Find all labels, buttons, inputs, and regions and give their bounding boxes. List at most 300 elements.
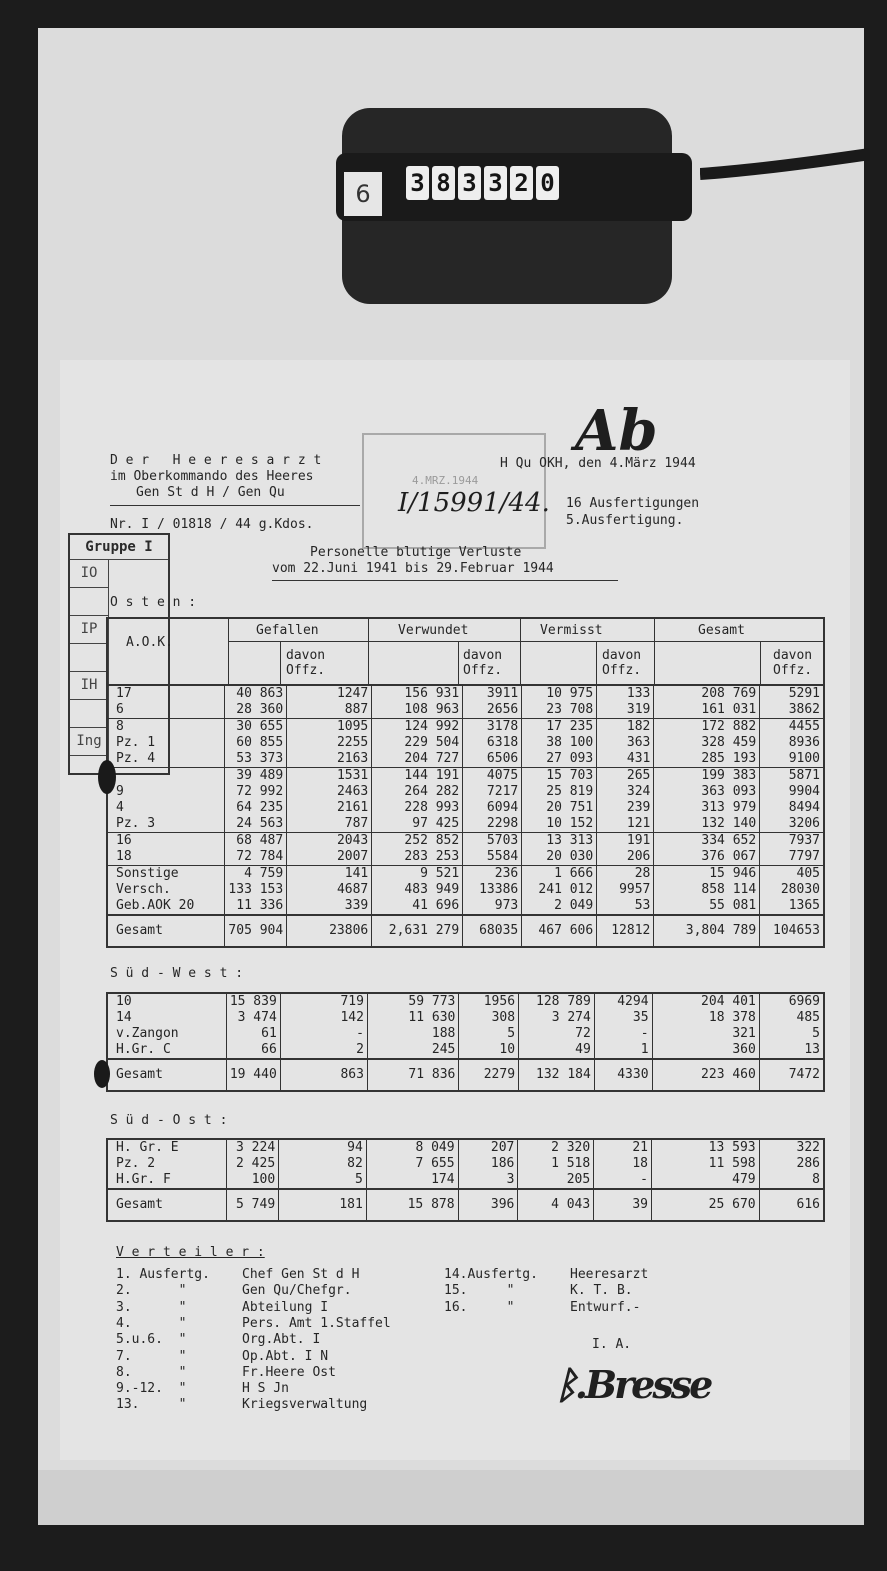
counter-digit: 3 (458, 166, 481, 200)
table-row (107, 833, 824, 850)
row-label: 14 (116, 1010, 132, 1025)
row-label: 4 (116, 800, 124, 815)
cell-value: 1095 (287, 719, 372, 736)
cell-value: 121 (597, 816, 654, 833)
cell-value: 5 (759, 1026, 824, 1042)
total-row (107, 1189, 824, 1221)
cell-value: 28030 (760, 882, 824, 898)
cell-value: 787 (287, 816, 372, 833)
distribution-number: 3. " (116, 1299, 187, 1315)
gruppe-row (70, 587, 108, 616)
total-value: 467 606 (522, 915, 597, 947)
document-title: Personelle blutige Verluste (310, 545, 522, 560)
cell-value: 3 274 (519, 1010, 595, 1026)
total-value: 25 670 (651, 1189, 759, 1221)
cell-value: 2007 (287, 849, 372, 866)
col-verwundet: Verwundet (398, 623, 469, 638)
distribution-recipient: Fr.Heere Ost (242, 1364, 336, 1380)
cell-value: 20 751 (522, 800, 597, 816)
cell-value: 363 093 (654, 784, 760, 800)
cell-value: 15 946 (654, 866, 760, 883)
cell-value: 339 (287, 898, 372, 915)
table-row (107, 1010, 824, 1026)
distribution-number: 2. " (116, 1283, 187, 1299)
cell-value: 64 235 (225, 800, 287, 816)
cell-value: 9100 (760, 751, 824, 768)
cell-value: 1956 (459, 993, 519, 1010)
cell-value: 2 049 (522, 898, 597, 915)
cell-value: 2255 (287, 735, 372, 751)
cell-value: 5 (459, 1026, 519, 1042)
cell-value: 6969 (759, 993, 824, 1010)
cell-value: 252 852 (372, 833, 463, 850)
document-subtitle: vom 22.Juni 1941 bis 29.Februar 1944 (272, 561, 554, 576)
cell-value: 8936 (760, 735, 824, 751)
cell-value: 7937 (760, 833, 824, 850)
cell-value: 5584 (463, 849, 522, 866)
cell-value: 2463 (287, 784, 372, 800)
total-value: 2279 (459, 1059, 519, 1091)
cell-value: 15 839 (226, 993, 280, 1010)
cell-value: 82 (279, 1156, 367, 1172)
cell-value: 3911 (463, 685, 522, 702)
row-label: H.Gr. C (116, 1042, 171, 1057)
distribution-number: 1. Ausfertg. (116, 1267, 210, 1282)
cell-value: 1531 (287, 768, 372, 785)
cell-value: 53 373 (225, 751, 287, 768)
copy-number: 5.Ausfertigung. (566, 513, 684, 528)
cell-value: 2 (280, 1042, 367, 1059)
distribution-recipient: Gen Qu/Chefgr. (242, 1283, 352, 1299)
sender-line-1: D e r H e e r e s a r z t (110, 453, 322, 468)
cell-value: 483 949 (372, 882, 463, 898)
cell-value: 479 (651, 1172, 759, 1189)
total-label: Gesamt (107, 915, 225, 947)
row-label (107, 768, 225, 785)
cell-value: - (594, 1026, 652, 1042)
cell-value: 431 (597, 751, 654, 768)
cell-value: 53 (597, 898, 654, 915)
gruppe-row (70, 643, 108, 672)
counter-cable (700, 140, 870, 180)
cell-value: 20 030 (522, 849, 597, 866)
cell-value: 3 224 (227, 1139, 279, 1156)
total-value: 181 (279, 1189, 367, 1221)
table-row (107, 719, 824, 736)
cell-value: 363 (597, 735, 654, 751)
ia-label: I. A. (592, 1337, 632, 1352)
col-gesamt: Gesamt (698, 623, 745, 638)
table-row (107, 800, 824, 816)
row-label: 9 (116, 784, 124, 799)
col-vermisst: Vermisst (540, 623, 603, 638)
cell-value: 1247 (287, 685, 372, 702)
cell-value: 4687 (287, 882, 372, 898)
cell-value: 10 975 (522, 685, 597, 702)
cell-value: 3206 (760, 816, 824, 833)
row-label: Pz. 4 (116, 751, 156, 766)
cell-value: 13 593 (651, 1139, 759, 1156)
table-row (107, 866, 824, 883)
counter-digit: 0 (536, 166, 559, 200)
cell-value: 321 (652, 1026, 759, 1042)
total-value: 104653 (760, 915, 824, 947)
distribution-recipient: Abteilung I (242, 1299, 329, 1315)
cell-value: 236 (463, 866, 522, 883)
table-row (107, 898, 824, 915)
distribution-recipient: Pers. Amt 1.Staffel (242, 1315, 391, 1331)
total-value: 132 184 (519, 1059, 595, 1091)
reference-number: Nr. I / 01818 / 44 g.Kdos. (110, 517, 314, 532)
section-title-sud-ost: S ü d - O s t : (110, 1113, 228, 1128)
cell-value: 322 (759, 1139, 824, 1156)
total-value: 12812 (597, 915, 654, 947)
counter-digit: 8 (432, 166, 455, 200)
distribution-number: 16. " (444, 1299, 515, 1315)
cell-value: 161 031 (654, 702, 760, 719)
cell-value: 4075 (463, 768, 522, 785)
row-label: Pz. 1 (116, 735, 156, 750)
cell-value: 72 992 (225, 784, 287, 800)
cell-value: 2 320 (518, 1139, 594, 1156)
cell-value: 3178 (463, 719, 522, 736)
cell-value: 5 (279, 1172, 367, 1189)
cell-value: 40 863 (225, 685, 287, 702)
cell-value: 5871 (760, 768, 824, 785)
cell-value: 191 (597, 833, 654, 850)
cell-value: 5291 (760, 685, 824, 702)
total-value: 7472 (759, 1059, 824, 1091)
total-value: 19 440 (226, 1059, 280, 1091)
sender-line-2: im Oberkommando des Heeres (110, 469, 314, 484)
distribution-number: 5.u.6. " (116, 1332, 187, 1348)
cell-value: 324 (597, 784, 654, 800)
table-osten (106, 684, 825, 948)
cell-value: 4294 (594, 993, 652, 1010)
counter-tag: 6 (344, 172, 382, 216)
cell-value: 6318 (463, 735, 522, 751)
total-value: 4330 (594, 1059, 652, 1091)
total-value: 223 460 (652, 1059, 759, 1091)
gruppe-row (70, 699, 108, 728)
table-row (107, 735, 824, 751)
cell-value: 207 (458, 1139, 518, 1156)
distribution-number: 8. " (116, 1364, 187, 1380)
distribution-title: V e r t e i l e r : (116, 1245, 265, 1260)
title-underline (272, 580, 618, 581)
table-row (107, 1042, 824, 1059)
cell-value: 2 425 (227, 1156, 279, 1172)
total-label: Gesamt (107, 1059, 226, 1091)
row-label: H.Gr. F (116, 1172, 171, 1187)
cell-value: 61 (226, 1026, 280, 1042)
cell-value: 186 (458, 1156, 518, 1172)
cell-value: 72 (519, 1026, 595, 1042)
ink-blot (94, 1060, 110, 1088)
cell-value: 128 789 (519, 993, 595, 1010)
distribution-number: 13. " (116, 1397, 187, 1413)
cell-value: 3 474 (226, 1010, 280, 1026)
section-title-sud-west: S ü d - W e s t : (110, 966, 244, 981)
cell-value: 245 (367, 1042, 458, 1059)
cell-value: 265 (597, 768, 654, 785)
sender-underline (110, 505, 360, 506)
cell-value: 132 140 (654, 816, 760, 833)
cell-value: 2656 (463, 702, 522, 719)
cell-value: 41 696 (372, 898, 463, 915)
table-row (107, 882, 824, 898)
number-counter (332, 108, 708, 308)
counter-digits (406, 166, 559, 200)
distribution-recipient: K. T. B. (570, 1283, 633, 1299)
table-row (107, 685, 824, 702)
distribution-recipient: Entwurf.- (570, 1299, 641, 1315)
table-row (107, 751, 824, 768)
ink-blot (98, 760, 116, 794)
cell-value: 156 931 (372, 685, 463, 702)
cell-value: 13386 (463, 882, 522, 898)
total-value: 68035 (463, 915, 522, 947)
row-label: 16 (107, 833, 225, 850)
row-label: 6 (116, 702, 124, 717)
cell-value: 25 819 (522, 784, 597, 800)
cell-value: 13 (759, 1042, 824, 1059)
cell-value: 21 (594, 1139, 652, 1156)
table-sud-west (106, 992, 825, 1092)
cell-value: 133 153 (225, 882, 287, 898)
cell-value: 28 (597, 866, 654, 883)
cell-value: 133 (597, 685, 654, 702)
cell-value: 7797 (760, 849, 824, 866)
cell-value: 10 (459, 1042, 519, 1059)
row-label: Geb.AOK 20 (116, 898, 195, 913)
row-label: Versch. (116, 882, 171, 897)
cell-value: 24 563 (225, 816, 287, 833)
cell-value: 485 (759, 1010, 824, 1026)
cell-value: 199 383 (654, 768, 760, 785)
row-label: 17 (107, 685, 225, 702)
cell-value: 188 (367, 1026, 458, 1042)
gruppe-title: Gruppe I (70, 535, 168, 560)
handwritten-initials: Ab (575, 398, 658, 464)
col-gesamt-offz: davon Offz. (773, 648, 813, 678)
row-label: 10 (107, 993, 226, 1010)
table-row (107, 1172, 824, 1189)
cell-value: 11 336 (225, 898, 287, 915)
total-label: Gesamt (107, 1189, 227, 1221)
cell-value: 3 (458, 1172, 518, 1189)
cell-value: 49 (519, 1042, 595, 1059)
row-label: 8 (107, 719, 225, 736)
cell-value: 144 191 (372, 768, 463, 785)
row-label: Pz. 2 (116, 1156, 156, 1171)
cell-value: 308 (459, 1010, 519, 1026)
board-edge (38, 1470, 864, 1525)
cell-value: 35 (594, 1010, 652, 1026)
cell-value: 60 855 (225, 735, 287, 751)
distribution-recipient: Kriegsverwaltung (242, 1397, 368, 1413)
total-value: 39 (594, 1189, 652, 1221)
gruppe-row: Ing (70, 727, 108, 756)
place-date: H Qu OKH, den 4.März 1944 (500, 456, 696, 471)
table-row (107, 993, 824, 1010)
stamp-date: 4.MRZ.1944 (412, 474, 479, 487)
cell-value: 182 (597, 719, 654, 736)
table-row (107, 768, 824, 785)
cell-value: 55 081 (654, 898, 760, 915)
cell-value: 4455 (760, 719, 824, 736)
table-row (107, 1156, 824, 1172)
cell-value: 68 487 (225, 833, 287, 850)
distribution-recipient: Org.Abt. I (242, 1332, 321, 1348)
total-value: 5 749 (227, 1189, 279, 1221)
counter-digit: 3 (406, 166, 429, 200)
cell-value: 5703 (463, 833, 522, 850)
total-value: 23806 (287, 915, 372, 947)
total-row (107, 915, 824, 947)
cell-value: 30 655 (225, 719, 287, 736)
cell-value: 94 (279, 1139, 367, 1156)
cell-value: 17 235 (522, 719, 597, 736)
cell-value: - (280, 1026, 367, 1042)
signature: ᛒ.Bresse (555, 1362, 711, 1407)
cell-value: 205 (518, 1172, 594, 1189)
cell-value: 887 (287, 702, 372, 719)
cell-value: 38 100 (522, 735, 597, 751)
cell-value: 2298 (463, 816, 522, 833)
cell-value: 10 152 (522, 816, 597, 833)
distribution-number: 7. " (116, 1348, 187, 1364)
distribution-recipient: H S Jn (242, 1381, 289, 1397)
cell-value: 241 012 (522, 882, 597, 898)
table-row (107, 784, 824, 800)
table-row (107, 1139, 824, 1156)
distribution-number: 9.-12. " (116, 1381, 187, 1397)
cell-value: 264 282 (372, 784, 463, 800)
cell-value: 973 (463, 898, 522, 915)
cell-value: 28 360 (225, 702, 287, 719)
cell-value: 2161 (287, 800, 372, 816)
table-row (107, 816, 824, 833)
cell-value: 1365 (760, 898, 824, 915)
cell-value: 2043 (287, 833, 372, 850)
total-value: 4 043 (518, 1189, 594, 1221)
cell-value: 100 (227, 1172, 279, 1189)
cell-value: 66 (226, 1042, 280, 1059)
cell-value: 283 253 (372, 849, 463, 866)
section-title-osten: O s t e n : (110, 595, 197, 610)
cell-value: 206 (597, 849, 654, 866)
cell-value: 18 378 (652, 1010, 759, 1026)
cell-value: 204 401 (652, 993, 759, 1010)
col-gefallen-offz: davon Offz. (286, 648, 326, 678)
copies-total: 16 Ausfertigungen (566, 496, 700, 511)
counter-digit: 3 (484, 166, 507, 200)
cell-value: 719 (280, 993, 367, 1010)
cell-value: 1 518 (518, 1156, 594, 1172)
distribution-recipient: Heeresarzt (570, 1267, 649, 1282)
cell-value: 39 489 (225, 768, 287, 785)
cell-value: 286 (759, 1156, 824, 1172)
cell-value: 172 882 (654, 719, 760, 736)
cell-value: 108 963 (372, 702, 463, 719)
cell-value: 319 (597, 702, 654, 719)
cell-value: 360 (652, 1042, 759, 1059)
col-vermisst-offz: davon Offz. (602, 648, 642, 678)
cell-value: 405 (760, 866, 824, 883)
cell-value: 141 (287, 866, 372, 883)
cell-value: 204 727 (372, 751, 463, 768)
cell-value: 13 313 (522, 833, 597, 850)
cell-value: 59 773 (367, 993, 458, 1010)
cell-value: - (594, 1172, 652, 1189)
cell-value: 27 093 (522, 751, 597, 768)
total-row (107, 1059, 824, 1091)
table-sud-ost (106, 1138, 825, 1222)
total-value: 2,631 279 (372, 915, 463, 947)
cell-value: 6506 (463, 751, 522, 768)
cell-value: 2163 (287, 751, 372, 768)
row-label: Sonstige (107, 866, 225, 883)
cell-value: 4 759 (225, 866, 287, 883)
distribution-number: 4. " (116, 1315, 187, 1331)
cell-value: 9 521 (372, 866, 463, 883)
table-header (106, 617, 825, 686)
cell-value: 18 (594, 1156, 652, 1172)
gruppe-row: IO (70, 559, 108, 588)
cell-value: 1 666 (522, 866, 597, 883)
cell-value: 9957 (597, 882, 654, 898)
total-value: 616 (759, 1189, 824, 1221)
cell-value: 8494 (760, 800, 824, 816)
row-label: v.Zangon (116, 1026, 179, 1041)
distribution-recipient: Chef Gen St d H (242, 1267, 360, 1282)
table-row (107, 1026, 824, 1042)
cell-value: 97 425 (372, 816, 463, 833)
col-aok: A.O.K. (126, 635, 173, 650)
total-value: 705 904 (225, 915, 287, 947)
table-row (107, 849, 824, 866)
col-verwundet-offz: davon Offz. (463, 648, 503, 678)
total-value: 3,804 789 (654, 915, 760, 947)
row-label: Pz. 3 (116, 816, 156, 831)
handwritten-reference: I/15991/44. (398, 488, 550, 518)
cell-value: 239 (597, 800, 654, 816)
cell-value: 208 769 (654, 685, 760, 702)
cell-value: 376 067 (654, 849, 760, 866)
cell-value: 285 193 (654, 751, 760, 768)
cell-value: 334 652 (654, 833, 760, 850)
gruppe-row: IP (70, 615, 108, 644)
gruppe-row: IH (70, 671, 108, 700)
cell-value: 7217 (463, 784, 522, 800)
cell-value: 174 (366, 1172, 458, 1189)
distribution-number: 14.Ausfertg. (444, 1267, 538, 1282)
cell-value: 7 655 (366, 1156, 458, 1172)
col-gefallen: Gefallen (256, 623, 319, 638)
distribution-number: 15. " (444, 1283, 515, 1299)
cell-value: 23 708 (522, 702, 597, 719)
distribution-recipient: Op.Abt. I N (242, 1348, 329, 1364)
cell-value: 228 993 (372, 800, 463, 816)
sender-line-3: Gen St d H / Gen Qu (136, 485, 285, 500)
cell-value: 72 784 (225, 849, 287, 866)
cell-value: 313 979 (654, 800, 760, 816)
cell-value: 1 (594, 1042, 652, 1059)
total-value: 863 (280, 1059, 367, 1091)
total-value: 71 836 (367, 1059, 458, 1091)
total-value: 396 (458, 1189, 518, 1221)
